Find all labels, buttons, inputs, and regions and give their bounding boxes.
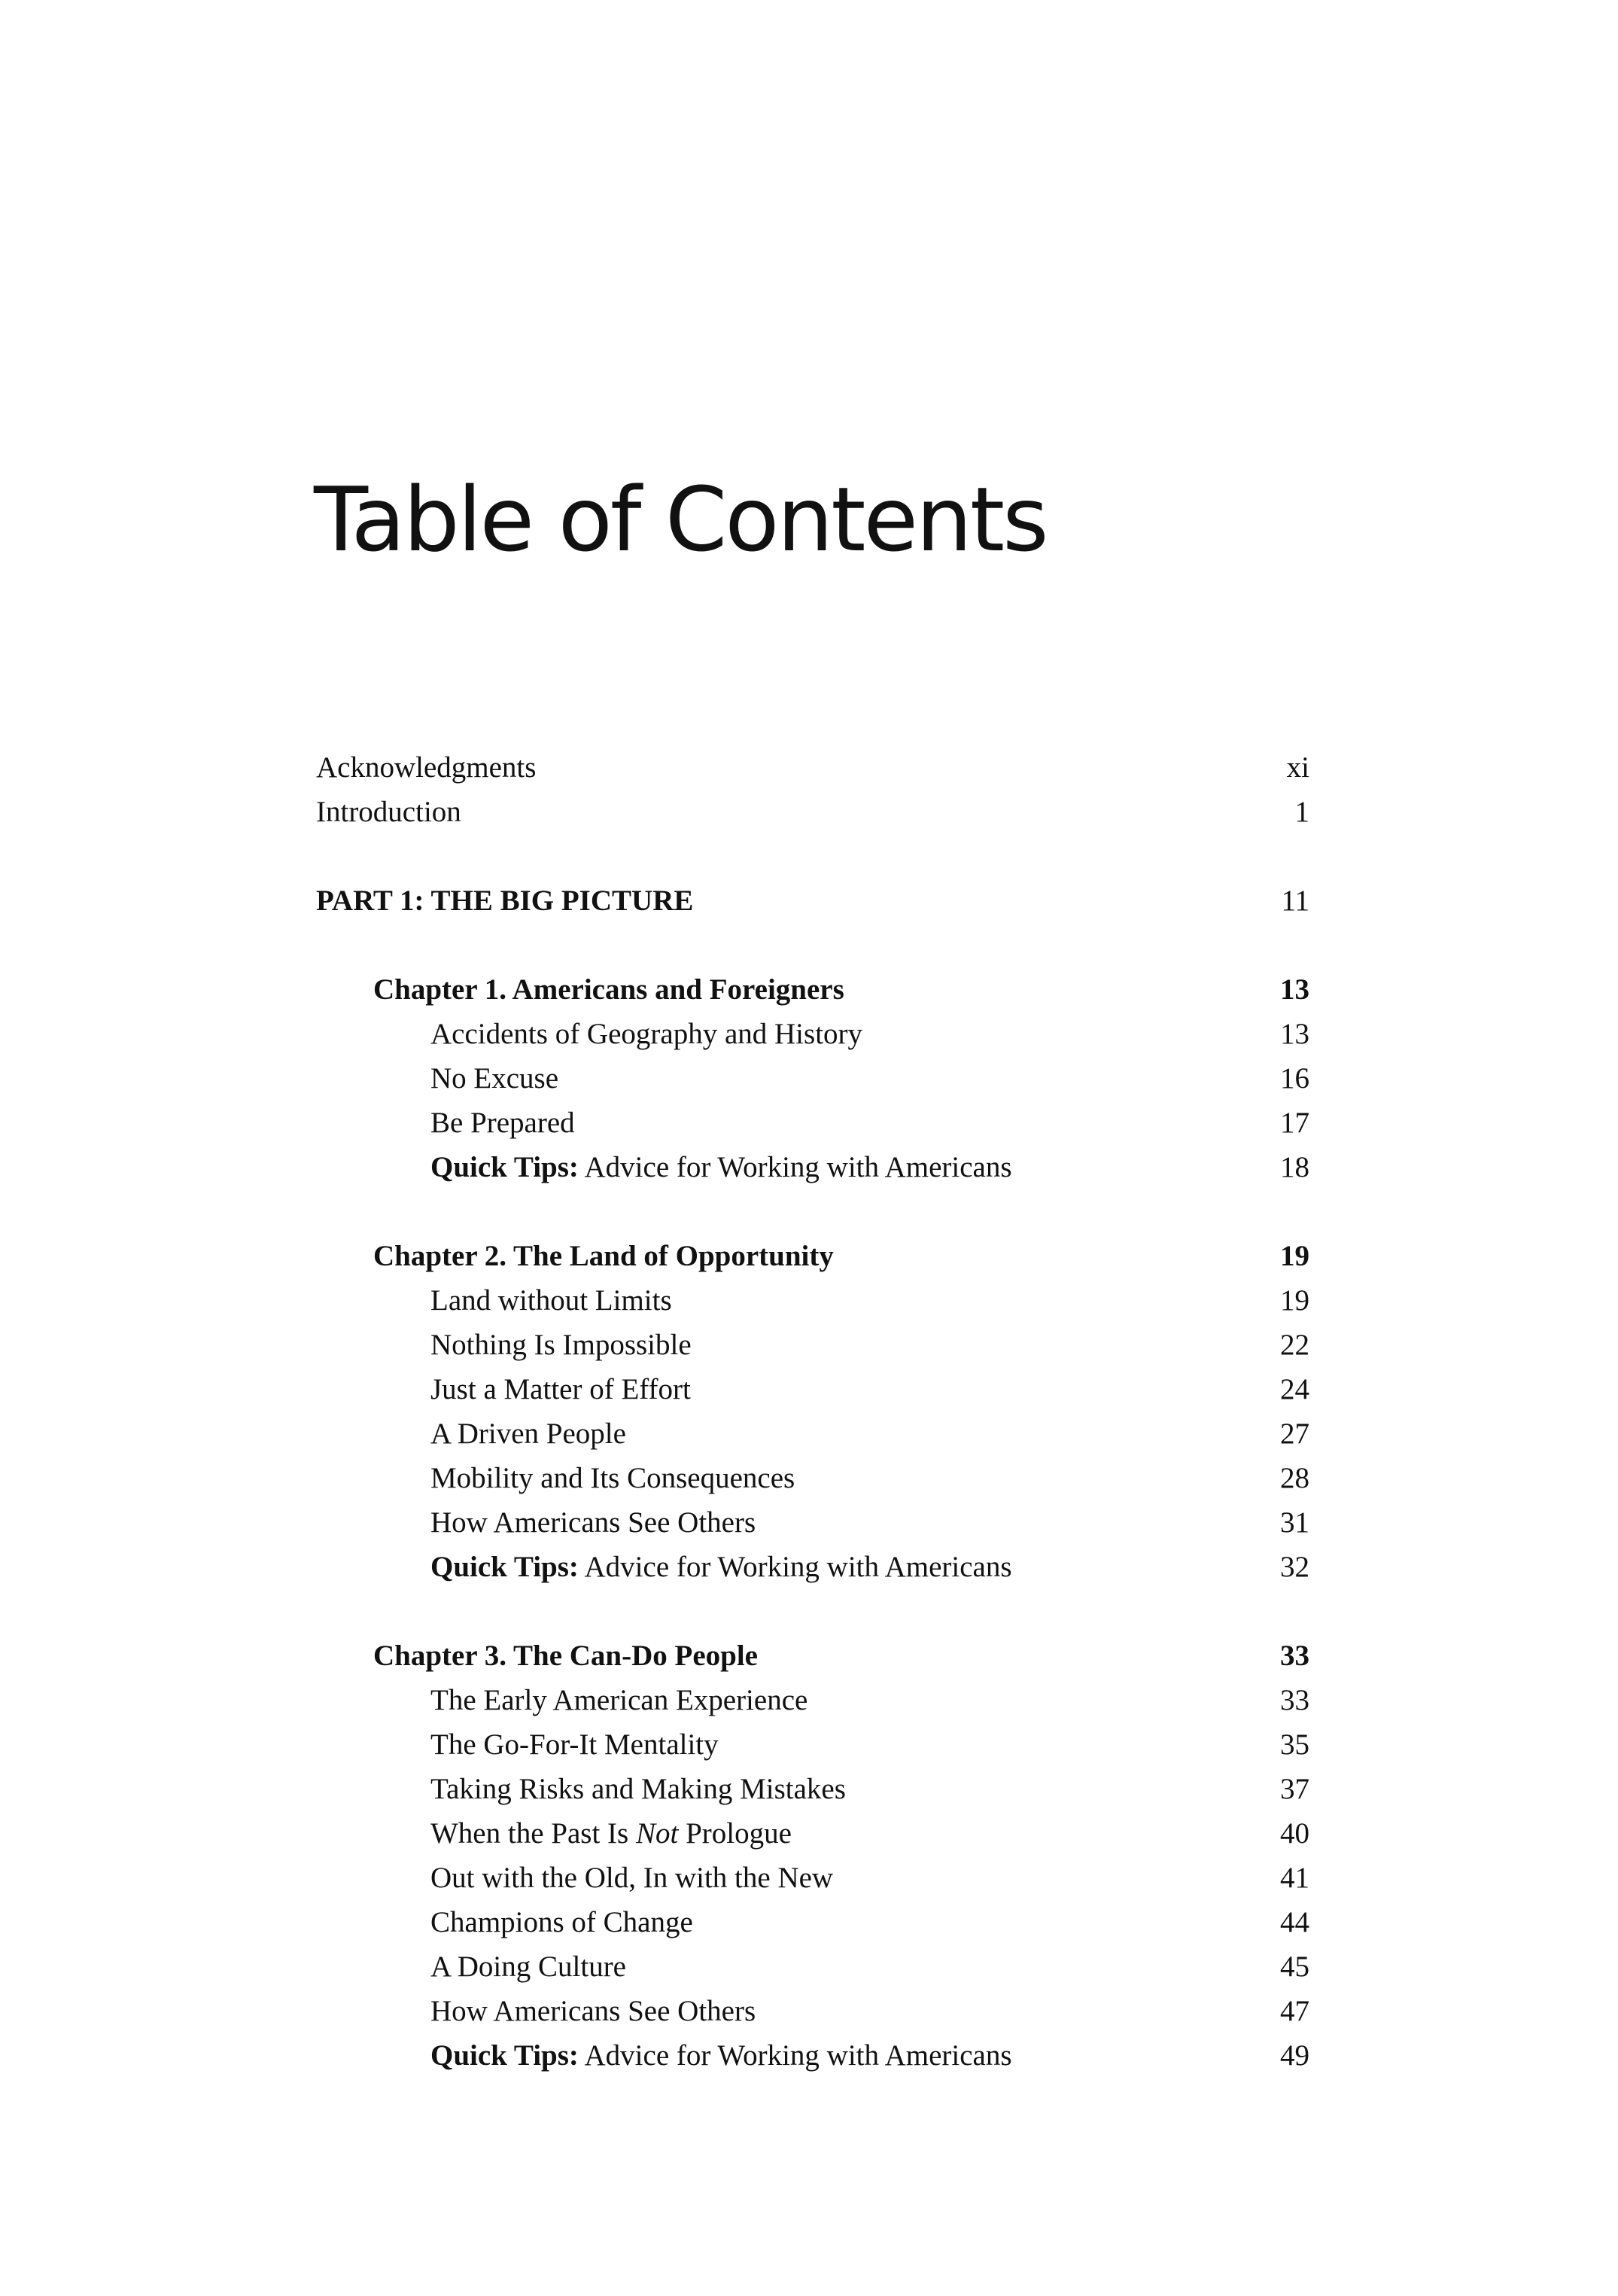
toc-page-number: 41 bbox=[1280, 1862, 1309, 1894]
toc-chapter-label: Chapter 2. The Land of Opportunity bbox=[373, 1240, 834, 1272]
toc-section-label bbox=[430, 1545, 1012, 1589]
toc-page-number: 18 bbox=[1280, 1151, 1309, 1183]
quick-tips-label: Quick Tips: bbox=[430, 1151, 579, 1183]
toc-page-number: 11 bbox=[1281, 885, 1309, 917]
quick-tips-text: Advice for Working with Americans bbox=[578, 1551, 1012, 1583]
toc-page-number: 16 bbox=[1280, 1062, 1309, 1095]
toc-section[interactable] bbox=[316, 1767, 1309, 1811]
toc-section-label: No Excuse bbox=[430, 1062, 559, 1095]
toc-page-number: 13 bbox=[1280, 1018, 1309, 1050]
toc-chapter-label: Chapter 1. Americans and Foreigners bbox=[373, 973, 844, 1006]
toc-section-label bbox=[430, 2033, 1012, 2078]
toc-page-number: 49 bbox=[1280, 2039, 1309, 2072]
toc-section[interactable] bbox=[316, 1989, 1309, 2033]
toc-section-label: How Americans See Others bbox=[430, 1506, 756, 1539]
toc-page-number: 33 bbox=[1280, 1640, 1309, 1672]
toc-chapter-3[interactable] bbox=[316, 1634, 1309, 1678]
toc-section[interactable] bbox=[316, 1856, 1309, 1900]
toc-page-number: 33 bbox=[1280, 1684, 1309, 1716]
page-title: Table of Contents bbox=[314, 467, 1047, 571]
toc-section[interactable] bbox=[316, 1811, 1309, 1856]
toc-part-label: PART 1: THE BIG PICTURE bbox=[316, 885, 694, 917]
toc-section[interactable] bbox=[316, 1900, 1309, 1944]
toc-section-label: The Go-For-It Mentality bbox=[430, 1728, 719, 1761]
quick-tips-label: Quick Tips: bbox=[430, 2039, 579, 2072]
toc-part-1[interactable] bbox=[316, 879, 1309, 923]
toc-page-number: 44 bbox=[1280, 1906, 1309, 1938]
toc-page-number: 22 bbox=[1280, 1329, 1309, 1361]
toc-section[interactable] bbox=[316, 1722, 1309, 1767]
toc-section-label: Mobility and Its Consequences bbox=[430, 1462, 795, 1494]
toc-section-label: The Early American Experience bbox=[430, 1684, 808, 1716]
toc-quick-tips[interactable] bbox=[316, 1145, 1309, 1189]
section-text: Prologue bbox=[678, 1817, 792, 1850]
section-text-emphasis: Not bbox=[635, 1817, 679, 1850]
toc-quick-tips[interactable] bbox=[316, 2033, 1309, 2078]
toc-section-label bbox=[430, 1145, 1012, 1189]
toc-section-label: A Doing Culture bbox=[430, 1950, 626, 1983]
spacer bbox=[316, 1189, 1309, 1234]
spacer bbox=[316, 1589, 1309, 1634]
toc-entry-introduction[interactable] bbox=[316, 790, 1309, 834]
toc-page-number: 35 bbox=[1280, 1728, 1309, 1761]
toc-section-label: Accidents of Geography and History bbox=[430, 1018, 863, 1050]
toc-section[interactable] bbox=[316, 1056, 1309, 1101]
table-of-contents bbox=[316, 745, 1309, 2078]
toc-section-label: Taking Risks and Making Mistakes bbox=[430, 1773, 846, 1805]
toc-page-number: 31 bbox=[1280, 1506, 1309, 1539]
toc-page-number: 37 bbox=[1280, 1773, 1309, 1805]
toc-page-number: 32 bbox=[1280, 1551, 1309, 1583]
section-text: When the Past Is bbox=[430, 1817, 636, 1850]
toc-section[interactable] bbox=[316, 1278, 1309, 1323]
toc-page-number: 24 bbox=[1280, 1373, 1309, 1405]
toc-page-number: 13 bbox=[1280, 973, 1309, 1006]
toc-chapter-2[interactable] bbox=[316, 1234, 1309, 1278]
toc-section-label: How Americans See Others bbox=[430, 1995, 756, 2027]
toc-page-number: 40 bbox=[1280, 1817, 1309, 1850]
spacer bbox=[316, 834, 1309, 879]
toc-section-label: Out with the Old, In with the New bbox=[430, 1862, 834, 1894]
toc-section-label: Champions of Change bbox=[430, 1906, 693, 1938]
toc-page-number: 47 bbox=[1280, 1995, 1309, 2027]
toc-page-number: 45 bbox=[1280, 1950, 1309, 1983]
toc-page-number: xi bbox=[1286, 751, 1309, 784]
toc-entry-label: Introduction bbox=[316, 796, 461, 828]
toc-section[interactable] bbox=[316, 1367, 1309, 1411]
toc-chapter-label: Chapter 3. The Can-Do People bbox=[373, 1640, 758, 1672]
toc-chapter-1[interactable] bbox=[316, 967, 1309, 1012]
spacer bbox=[316, 923, 1309, 967]
toc-section[interactable] bbox=[316, 1323, 1309, 1367]
toc-page-number: 17 bbox=[1280, 1107, 1309, 1139]
quick-tips-text: Advice for Working with Americans bbox=[578, 1151, 1012, 1183]
toc-section-label: Land without Limits bbox=[430, 1284, 672, 1317]
toc-section[interactable] bbox=[316, 1012, 1309, 1056]
toc-section-label: Be Prepared bbox=[430, 1107, 575, 1139]
toc-section-label bbox=[430, 1811, 792, 1856]
toc-page-number: 19 bbox=[1280, 1240, 1309, 1272]
toc-page-number: 19 bbox=[1280, 1284, 1309, 1317]
toc-entry-label: Acknowledgments bbox=[316, 751, 537, 784]
toc-section[interactable] bbox=[316, 1944, 1309, 1989]
toc-section[interactable] bbox=[316, 1678, 1309, 1722]
toc-section-label: A Driven People bbox=[430, 1417, 626, 1450]
toc-section[interactable] bbox=[316, 1411, 1309, 1456]
toc-section[interactable] bbox=[316, 1456, 1309, 1500]
toc-section[interactable] bbox=[316, 1101, 1309, 1145]
toc-section-label: Nothing Is Impossible bbox=[430, 1329, 692, 1361]
toc-page-number: 28 bbox=[1280, 1462, 1309, 1494]
toc-page-number: 1 bbox=[1294, 796, 1309, 828]
toc-page-number: 27 bbox=[1280, 1417, 1309, 1450]
quick-tips-text: Advice for Working with Americans bbox=[578, 2039, 1012, 2072]
toc-section-label: Just a Matter of Effort bbox=[430, 1373, 691, 1405]
quick-tips-label: Quick Tips: bbox=[430, 1551, 579, 1583]
toc-quick-tips[interactable] bbox=[316, 1545, 1309, 1589]
toc-section[interactable] bbox=[316, 1500, 1309, 1545]
toc-entry-acknowledgments[interactable] bbox=[316, 745, 1309, 790]
